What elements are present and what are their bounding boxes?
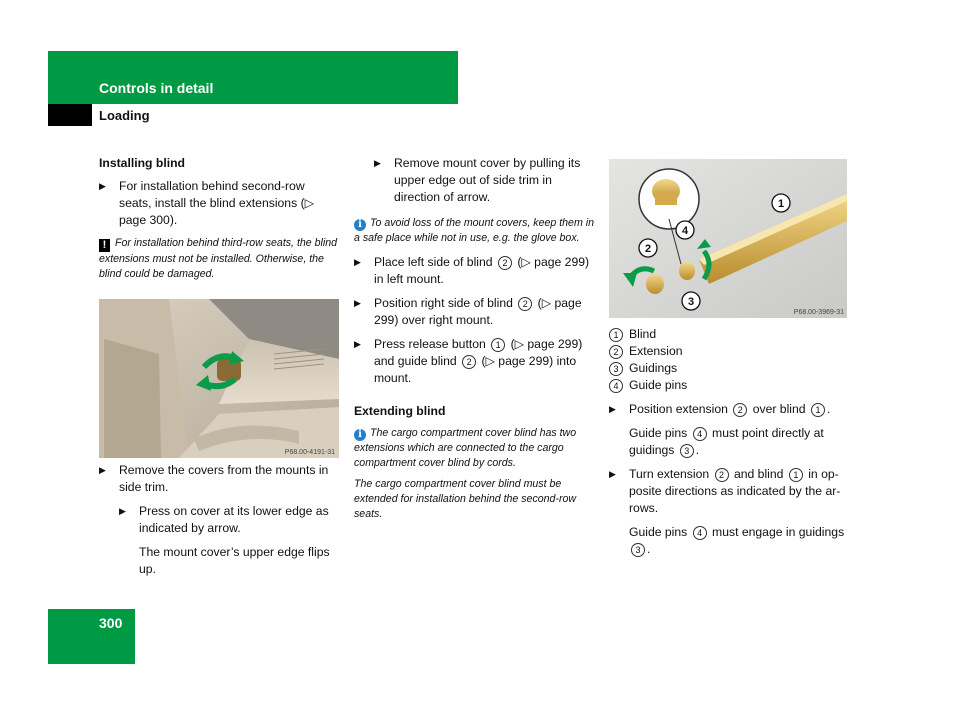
step-text-a: Place left side of blind <box>374 255 493 269</box>
warning-text: For installation behind third-row seats, the blind extensions must not be installed. Otherwise, the blind could be damaged. <box>99 237 337 280</box>
callout-2: 2 <box>518 297 532 311</box>
callout-1: 1 <box>789 468 803 482</box>
legend-row <box>609 343 849 360</box>
info-note-covers <box>354 216 596 246</box>
bullet-triangle-icon: ▶ <box>609 404 616 414</box>
warning-icon: ! <box>99 239 110 252</box>
callout-2: 2 <box>498 256 512 270</box>
figure-id-label: P68.00-3969-31 <box>793 309 844 316</box>
bullet-triangle-icon: ▶ <box>354 257 361 267</box>
warning-note <box>99 236 339 282</box>
legend-number: 4 <box>609 379 623 393</box>
step-text-b: and blind <box>733 467 784 481</box>
bullet-triangle-icon: ▶ <box>99 181 106 191</box>
callout-1: 1 <box>491 338 505 352</box>
column-1 <box>99 155 339 290</box>
result-text-b: must point directly at guidings <box>629 426 824 457</box>
figure-mount-cover <box>99 299 339 458</box>
callout-1: 1 <box>811 403 825 417</box>
legend-row <box>609 377 849 394</box>
callout-3: 3 <box>631 543 645 557</box>
figure-callout-3: 3 <box>687 296 695 308</box>
step-text-a: Press release button <box>374 337 486 351</box>
step-text-c: . <box>826 402 831 416</box>
callout-4: 4 <box>693 427 707 441</box>
step-text: Remove mount cover by pulling its upper edge out of side trim in direction of arrow. <box>394 156 581 204</box>
legend <box>609 326 849 394</box>
section-marker <box>48 104 92 126</box>
step-result-guide-pins <box>629 425 849 459</box>
result-text-a: Guide pins <box>629 426 688 440</box>
step-text: For installation behind second-row seats, install the blind extensions (▷ page 300). <box>119 179 314 227</box>
legend-number: 1 <box>609 328 623 342</box>
bullet-triangle-icon: ▶ <box>119 506 126 516</box>
result-text-b: must engage in guidings <box>712 525 845 539</box>
substep-remove-cover <box>354 155 596 206</box>
figure-callout-1: 1 <box>777 198 785 210</box>
step-text-c: (▷ page 299) into mount. <box>374 354 577 385</box>
substep-press-cover <box>119 503 339 537</box>
step-place-left-side <box>354 254 596 288</box>
header-band <box>48 51 458 104</box>
step-text-a: Position extension <box>629 402 728 416</box>
legend-text: Blind <box>629 327 657 341</box>
step-text-b: over blind <box>752 402 806 416</box>
subsection-title: Loading <box>99 108 150 123</box>
info-icon: i <box>354 429 366 441</box>
bullet-triangle-icon: ▶ <box>374 158 381 168</box>
step-text-b: (▷ page 299) over right mount. <box>374 296 582 327</box>
bullet-triangle-icon: ▶ <box>354 339 361 349</box>
legend-text: Guidings <box>629 361 678 375</box>
result-text-c: . <box>695 443 700 457</box>
step-text-b: (▷ page 299) in left mount. <box>374 255 590 286</box>
callout-2: 2 <box>733 403 747 417</box>
legend-number: 3 <box>609 362 623 376</box>
legend-row <box>609 360 849 377</box>
step-result-engage <box>629 524 849 558</box>
heading-installing-blind: Installing blind <box>99 156 185 170</box>
substep-result: The mount cover’s upper edge flips up. <box>139 545 330 576</box>
figure-blind-extension-drawing <box>609 159 847 318</box>
step-text-a: Position right side of blind <box>374 296 513 310</box>
callout-2: 2 <box>715 468 729 482</box>
heading-extending-blind: Extending blind <box>354 404 446 418</box>
step-install-extensions <box>99 178 339 229</box>
callout-2: 2 <box>462 355 476 369</box>
step-text: Remove the covers from the mounts in side trim. <box>119 463 329 494</box>
callout-3: 3 <box>680 444 694 458</box>
step-position-right-side <box>354 295 596 329</box>
info-text: To avoid loss of the mount covers, keep them in a safe place while not in use, e.g. the glove box. <box>354 217 594 244</box>
legend-text: Extension <box>629 344 683 358</box>
step-press-release <box>354 336 596 387</box>
step-position-extension <box>609 401 849 418</box>
page-number: 300 <box>99 615 123 631</box>
column-1-continued <box>99 462 339 585</box>
figure-callout-4: 4 <box>681 225 689 237</box>
info-text: The cargo compartment cover blind has two extensions which are connected to the cargo compartment cover blind by cords. <box>354 427 577 469</box>
step-text-b: (▷ page 299) and guide blind <box>374 337 583 368</box>
figure-callout-2: 2 <box>644 243 652 255</box>
figure-id-label: P68.00-4191-31 <box>284 449 335 456</box>
step-turn-extension <box>609 466 849 517</box>
info-text-2: The cargo compartment cover blind must be extended for installation behind the second-row seats. <box>354 478 577 520</box>
info-icon: i <box>354 219 366 231</box>
legend-number: 2 <box>609 345 623 359</box>
column-3 <box>609 326 849 565</box>
figure-mount-cover-drawing <box>99 299 339 458</box>
step-text-a: Turn extension <box>629 467 710 481</box>
step-text: Press on cover at its lower edge as indicated by arrow. <box>139 504 329 535</box>
result-text-c: . <box>647 542 651 556</box>
legend-text: Guide pins <box>629 378 688 392</box>
info-note-extensions <box>354 426 596 522</box>
bullet-triangle-icon: ▶ <box>354 298 361 308</box>
bullet-triangle-icon: ▶ <box>99 465 106 475</box>
step-text-c: in op-posite directions as indicated by the ar-rows. <box>629 467 841 515</box>
column-2 <box>354 155 596 530</box>
callout-4: 4 <box>693 526 707 540</box>
bullet-triangle-icon: ▶ <box>609 469 616 479</box>
legend-row <box>609 326 849 343</box>
figure-blind-extension <box>609 159 847 318</box>
result-text-a: Guide pins <box>629 525 688 539</box>
step-remove-covers <box>99 462 339 496</box>
section-title: Controls in detail <box>99 80 214 96</box>
